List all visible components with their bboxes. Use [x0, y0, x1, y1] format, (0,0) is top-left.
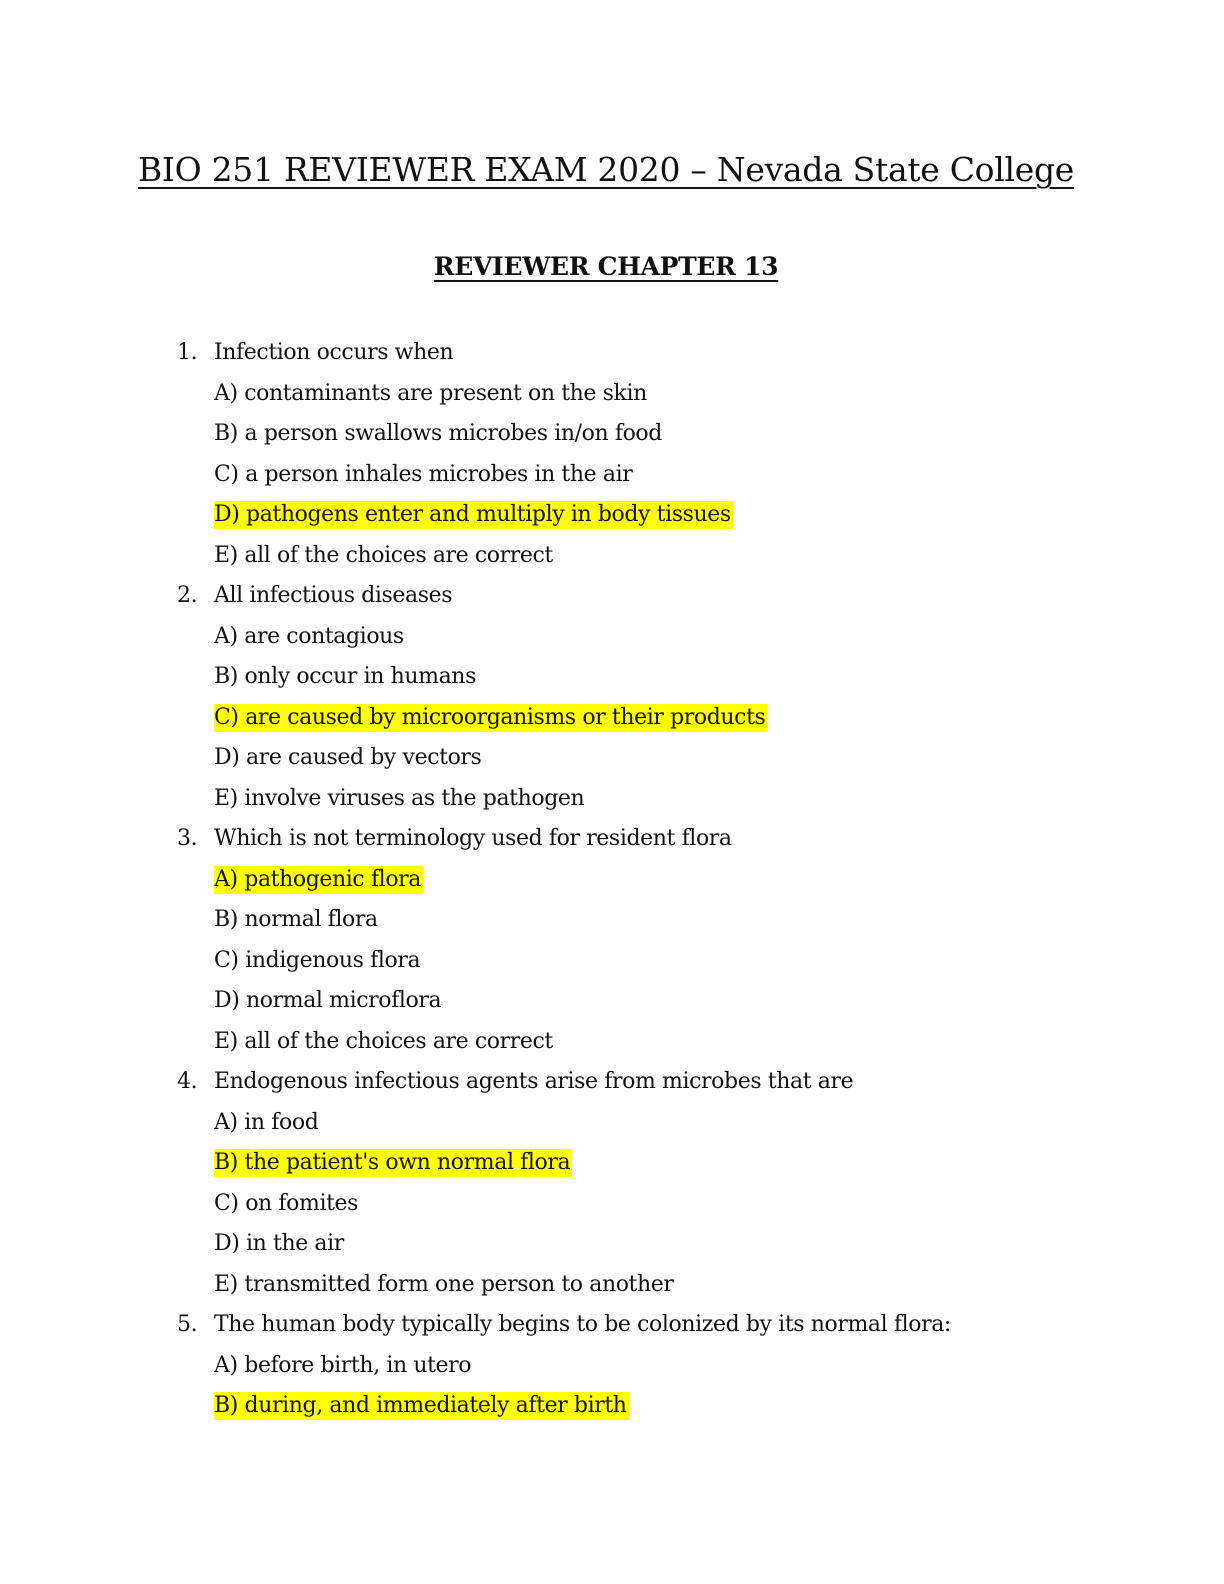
- answer-option-row: [0, 1265, 1224, 1306]
- answer-option: E) all of the choices are correct: [214, 542, 553, 568]
- answer-option-row: [0, 738, 1224, 779]
- question-item: [0, 333, 1224, 576]
- question-line: [0, 819, 1224, 860]
- question-text: Endogenous infectious agents arise from microbes that are: [214, 1069, 854, 1094]
- answer-option: A) before birth, in utero: [214, 1352, 472, 1378]
- answer-option-highlighted: D) pathogens enter and multiply in body tissues: [214, 502, 731, 527]
- question-number: 2.: [177, 583, 198, 608]
- answer-option-row: [0, 860, 1224, 901]
- question-number: 3.: [177, 826, 198, 851]
- answer-option-row: [0, 617, 1224, 658]
- answer-option-row: [0, 495, 1224, 536]
- answer-option-row: [0, 981, 1224, 1022]
- answer-option: A) in food: [214, 1109, 319, 1135]
- answer-option-row: [0, 779, 1224, 820]
- answer-option-row: [0, 414, 1224, 455]
- answer-option-row: [0, 1346, 1224, 1387]
- question-number: 1.: [177, 340, 198, 365]
- answer-option-highlighted: B) the patient's own normal flora: [214, 1150, 571, 1175]
- answer-option-row: [0, 1143, 1224, 1184]
- answer-option-row: [0, 1386, 1224, 1427]
- answer-option-highlighted: B) during, and immediately after birth: [214, 1393, 627, 1418]
- answer-option: C) indigenous flora: [214, 947, 421, 973]
- question-line: [0, 333, 1224, 374]
- answer-option: D) normal microflora: [214, 988, 442, 1013]
- question-item: [0, 1305, 1224, 1427]
- answer-option: E) transmitted form one person to another: [214, 1271, 674, 1297]
- question-text: The human body typically begins to be colonized by its normal flora:: [214, 1312, 951, 1337]
- answer-option: D) are caused by vectors: [214, 745, 482, 770]
- answer-option-row: [0, 1022, 1224, 1063]
- answer-option-highlighted: C) are caused by microorganisms or their products: [214, 704, 766, 730]
- answer-option: E) involve viruses as the pathogen: [214, 785, 585, 811]
- question-line: [0, 576, 1224, 617]
- question-text: Which is not terminology used for resident flora: [214, 826, 732, 851]
- answer-option: C) a person inhales microbes in the air: [214, 461, 633, 487]
- answer-option: A) are contagious: [214, 623, 404, 649]
- question-number: 5.: [177, 1312, 198, 1337]
- question-item: [0, 1062, 1224, 1305]
- answer-option: B) a person swallows microbes in/on food: [214, 421, 662, 446]
- question-item: [0, 819, 1224, 1062]
- answer-option: B) normal flora: [214, 907, 378, 932]
- question-item: [0, 576, 1224, 819]
- answer-option-row: [0, 657, 1224, 698]
- question-line: [0, 1062, 1224, 1103]
- document-title: BIO 251 REVIEWER EXAM 2020 – Nevada State College: [137, 150, 1075, 189]
- answer-option-row: [0, 1224, 1224, 1265]
- answer-option: A) contaminants are present on the skin: [214, 380, 647, 406]
- answer-option-row: [0, 536, 1224, 577]
- answer-option-row: [0, 941, 1224, 982]
- answer-option: C) on fomites: [214, 1190, 359, 1216]
- answer-option: D) in the air: [214, 1231, 344, 1256]
- answer-option: B) only occur in humans: [214, 664, 476, 689]
- chapter-title: REVIEWER CHAPTER 13: [433, 252, 779, 281]
- answer-option-highlighted: A) pathogenic flora: [214, 866, 421, 892]
- question-line: [0, 1305, 1224, 1346]
- answer-option: E) all of the choices are correct: [214, 1028, 553, 1054]
- question-number: 4.: [177, 1069, 198, 1094]
- answer-option-row: [0, 455, 1224, 496]
- answer-option-row: [0, 1103, 1224, 1144]
- answer-option-row: [0, 698, 1224, 739]
- answer-option-row: [0, 900, 1224, 941]
- question-text: All infectious diseases: [214, 583, 453, 608]
- answer-option-row: [0, 374, 1224, 415]
- question-text: Infection occurs when: [214, 340, 454, 365]
- question-list: [0, 333, 1224, 1427]
- answer-option-row: [0, 1184, 1224, 1225]
